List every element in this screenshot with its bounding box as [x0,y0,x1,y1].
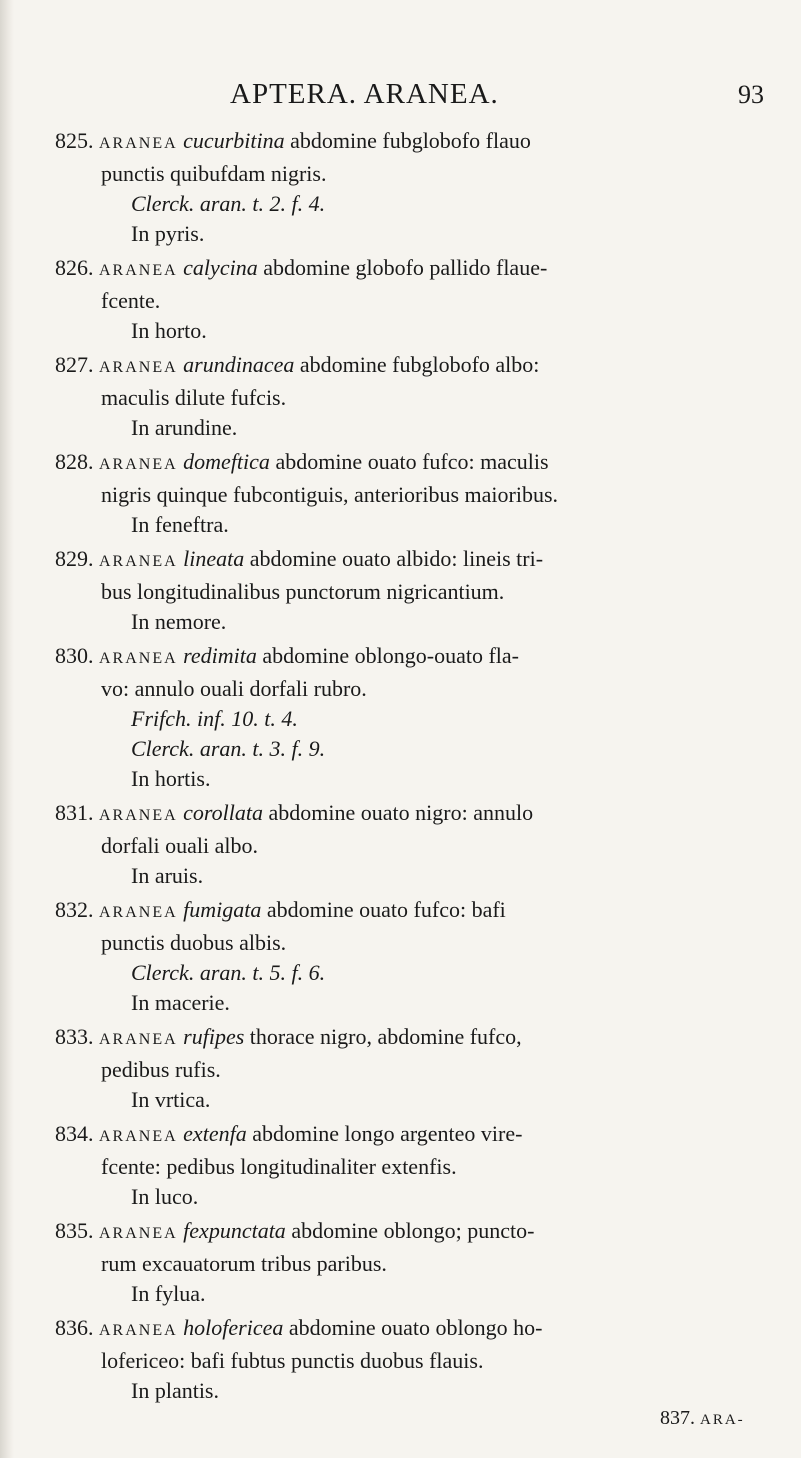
species-entry [55,126,785,249]
entry-heading [55,1216,785,1249]
description: abdomine ouato nigro: annulo [268,800,534,825]
entry-number: 827. [55,352,94,377]
running-title: APTERA. ARANEA. [230,78,499,110]
entry-number: 828. [55,449,94,474]
description: abdomine fubglobofo flauo [290,128,531,153]
species-entry [55,1022,785,1115]
species-entry [55,447,785,540]
entry-number: 836. [55,1315,94,1340]
genus-name: ARANEA [99,456,178,473]
page-gutter-shadow [0,0,14,1458]
habitat: In horto. [131,318,207,343]
species-name: calycina [183,255,258,280]
description-continued: punctis quibufdam nigris. [101,161,327,186]
species-entry [55,641,785,794]
genus-name: ARANEA [99,1128,178,1145]
catchword-text: ARA- [700,1412,745,1428]
genus-name: ARANEA [99,262,178,279]
species-list [55,126,785,1410]
genus-name: ARANEA [99,1322,178,1339]
habitat: In aruis. [131,863,204,888]
description-continued: rum excauatorum tribus paribus. [101,1251,387,1276]
entry-heading [55,895,785,928]
entry-heading [55,641,785,674]
description: abdomine longo argenteo vire- [252,1121,523,1146]
species-entry [55,798,785,891]
species-name: fexpunctata [183,1218,286,1243]
description: abdomine ouato fufco: bafi [266,897,506,922]
species-entry [55,253,785,346]
habitat: In fylua. [131,1281,206,1306]
entry-number: 830. [55,643,94,668]
species-name: fumigata [183,897,262,922]
entry-heading [55,1313,785,1346]
genus-name: ARANEA [99,1225,178,1242]
description-continued: vo: annulo ouali dorfali rubro. [101,676,367,701]
reference: Frifch. inf. 10. t. 4. [131,706,298,731]
species-entry [55,1313,785,1406]
genus-name: ARANEA [99,553,178,570]
habitat: In pyris. [131,221,205,246]
species-name: corollata [183,800,264,825]
habitat: In hortis. [131,766,211,791]
entry-heading [55,1022,785,1055]
habitat: In nemore. [131,609,227,634]
description-continued: pedibus rufis. [101,1057,221,1082]
habitat: In feneftra. [131,512,229,537]
entry-number: 826. [55,255,94,280]
genus-name: ARANEA [99,650,178,667]
description-continued: lofericeo: bafi fubtus punctis duobus flauis. [101,1348,484,1373]
description-continued: bus longitudinalibus punctorum nigricantium. [101,579,505,604]
species-entry [55,350,785,443]
habitat: In plantis. [131,1378,219,1403]
reference: Clerck. aran. t. 5. f. 6. [131,960,326,985]
entry-number: 835. [55,1218,94,1243]
description-continued: nigris quinque fubcontiguis, anterioribus maioribus. [101,482,559,507]
entry-heading [55,253,785,286]
description-continued: maculis dilute fufcis. [101,385,287,410]
entry-heading [55,798,785,831]
description: abdomine oblongo-ouato fla- [262,643,520,668]
species-name: domeftica [183,449,270,474]
habitat: In arundine. [131,415,238,440]
description-continued: fcente: pedibus longitudinaliter extenfis. [101,1154,457,1179]
catchword-number: 837. [660,1407,695,1429]
entry-number: 825. [55,128,94,153]
habitat: In luco. [131,1184,199,1209]
species-name: rufipes [183,1024,245,1049]
entry-heading [55,447,785,480]
description: abdomine oblongo; puncto- [291,1218,535,1243]
entry-number: 829. [55,546,94,571]
description: abdomine ouato albido: lineis tri- [249,546,544,571]
entry-heading [55,1119,785,1152]
entry-number: 833. [55,1024,94,1049]
entry-number: 834. [55,1121,94,1146]
catchword [660,1407,745,1430]
entry-number: 831. [55,800,94,825]
description: abdomine ouato oblongo ho- [288,1315,543,1340]
species-name: cucurbitina [183,128,285,153]
species-entry [55,1216,785,1309]
species-entry [55,895,785,1018]
description-continued: fcente. [101,288,161,313]
page-number: 93 [738,80,764,109]
species-name: extenfa [183,1121,247,1146]
species-name: holofericea [183,1315,284,1340]
description: thorace nigro, abdomine fufco, [249,1024,522,1049]
description: abdomine ouato fufco: maculis [275,449,549,474]
page-header [0,78,801,118]
species-name: lineata [183,546,245,571]
species-name: redimita [183,643,257,668]
genus-name: ARANEA [99,359,178,376]
description-continued: punctis duobus albis. [101,930,287,955]
entry-number: 832. [55,897,94,922]
species-name: arundinacea [183,352,295,377]
genus-name: ARANEA [99,1031,178,1048]
habitat: In vrtica. [131,1087,211,1112]
reference: Clerck. aran. t. 3. f. 9. [131,736,326,761]
description: abdomine fubglobofo albo: [299,352,540,377]
description: abdomine globofo pallido flaue- [263,255,548,280]
species-entry [55,544,785,637]
habitat: In macerie. [131,990,230,1015]
reference: Clerck. aran. t. 2. f. 4. [131,191,326,216]
species-entry [55,1119,785,1212]
entry-heading [55,126,785,159]
genus-name: ARANEA [99,135,178,152]
description-continued: dorfali ouali albo. [101,833,259,858]
genus-name: ARANEA [99,807,178,824]
genus-name: ARANEA [99,904,178,921]
entry-heading [55,544,785,577]
entry-heading [55,350,785,383]
